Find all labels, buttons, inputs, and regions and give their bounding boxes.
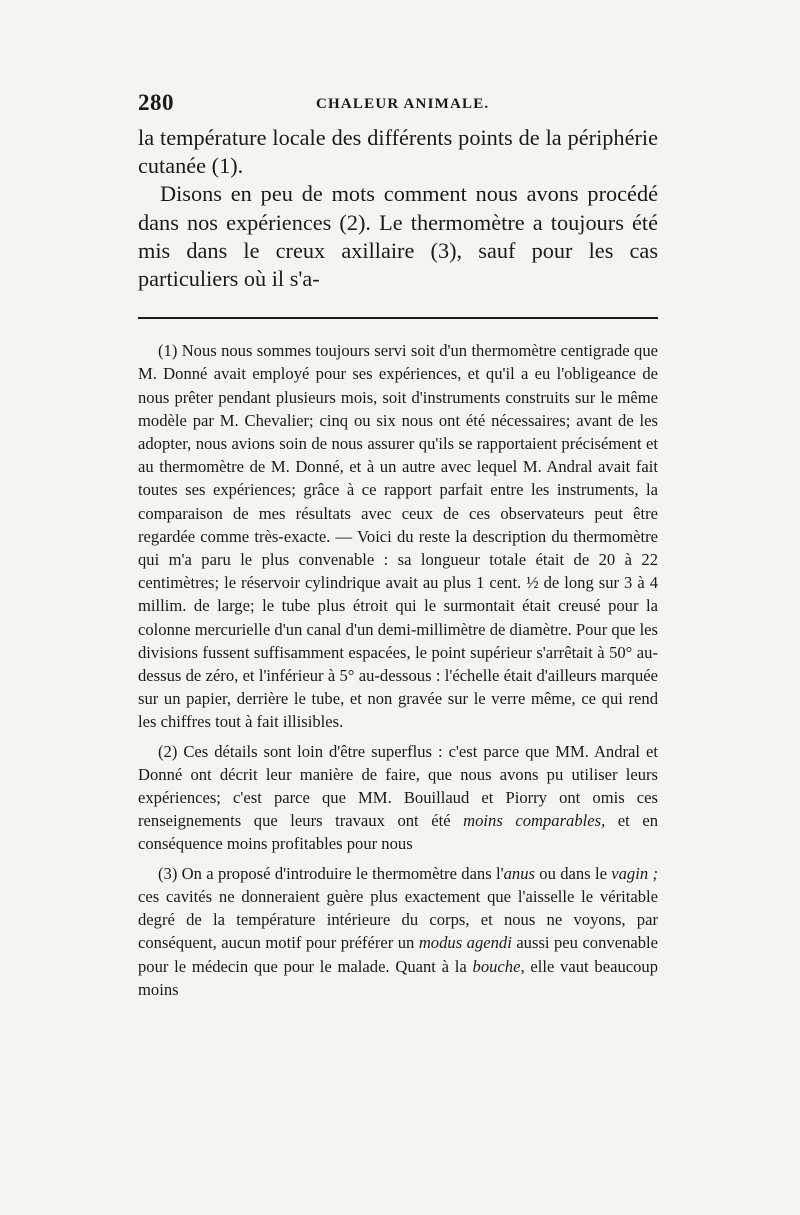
book-page — [138, 90, 658, 1001]
footnote-3-vagin: vagin ; — [611, 863, 658, 883]
main-text — [138, 124, 658, 293]
footnotes — [138, 339, 658, 1001]
footnote-3 — [138, 862, 658, 1001]
footnote-2 — [138, 740, 658, 856]
footnote-3-anus: anus — [503, 863, 535, 883]
body-paragraph-1: la température locale des différents points de la périphérie cutanée (1). — [138, 125, 658, 179]
footnote-3-text-1: (3) On a proposé d'introduire le thermomètre dans l' — [158, 863, 504, 883]
footnote-separator — [138, 317, 658, 319]
page-number: 280 — [138, 90, 174, 115]
page-header — [138, 90, 658, 124]
footnote-2-text: (2) Ces détails sont loin d'être superflus : c'est parce que MM. Andral et Donné ont décrit leur manière de faire, que nous avons pu utiliser leurs expériences; c'est parce que MM. Bouillaud et Piorry ont omis ces renseignements que leurs travaux ont été — [138, 741, 658, 831]
footnote-3-text-2: ou dans le — [534, 863, 612, 883]
running-title: CHALEUR ANIMALE. — [316, 96, 490, 112]
footnote-2-tail: et en conséquence moins profitables pour nous — [138, 811, 659, 854]
footnote-3-text-5: elle vaut beaucoup moins — [138, 956, 658, 999]
footnote-3-text-3: ces cavités ne donneraient guère plus exactement que l'aisselle le véritable degré de la température intérieure du corps, et nous ne voyons, par conséquent, aucun motif pour préférer un — [138, 886, 658, 953]
footnote-2-emphasis: moins comparables, — [463, 811, 606, 831]
footnote-3-text-4: aussi peu convenable pour le médecin que pour le malade. Quant à la — [138, 933, 659, 976]
body-paragraph-2: Disons en peu de mots comment nous avons procédé dans nos expériences (2). Le thermomètre a toujours été mis dans le creux axillaire (3), sauf pour les cas particuliers où il s'a- — [138, 181, 658, 292]
footnote-3-bouche: bouche, — [472, 956, 525, 976]
footnote-1: (1) Nous nous sommes toujours servi soit d'un thermomètre centigrade que M. Donné avait employé pour ses expériences, et qu'il a eu l'obligeance de nous prêter pendant plusieurs mois, soit d'instruments construits sur le même modèle par M. Chevalier; cinq ou six nous ont été nécessaires; avant de les adopter, nous avions soin de nous assurer qu'ils se rapportaient précisément et au thermomètre de M. Donné, et à un autre avec lequel M. Andral avait fait toutes ses expériences; grâce à ce rapport parfait entre les instruments, la comparaison de mes résultats avec ceux de ces observateurs peut être regardée comme très-exacte. — Voici du reste la description du thermomètre qui m'a paru le plus convenable : sa longueur totale était de 20 à 22 centimètres; le réservoir cylindrique avait au plus 1 cent. ½ de long sur 3 à 4 millim. de large; le tube plus étroit qui le surmontait était creusé pour la colonne mercurielle d'un canal d'un demi-millimètre de diamètre. Pour que les divisions fussent suffisamment espacées, le point supérieur s'arrêtait à 50° au-dessus de zéro, et l'inférieur à 5° au-dessous : l'échelle était d'ailleurs marquée sur un papier, derrière le tube, et non gravée sur le verre même, ce qui rend les chiffres tout à fait illisibles. — [138, 341, 658, 732]
footnote-3-modus: modus agendi — [418, 933, 512, 953]
